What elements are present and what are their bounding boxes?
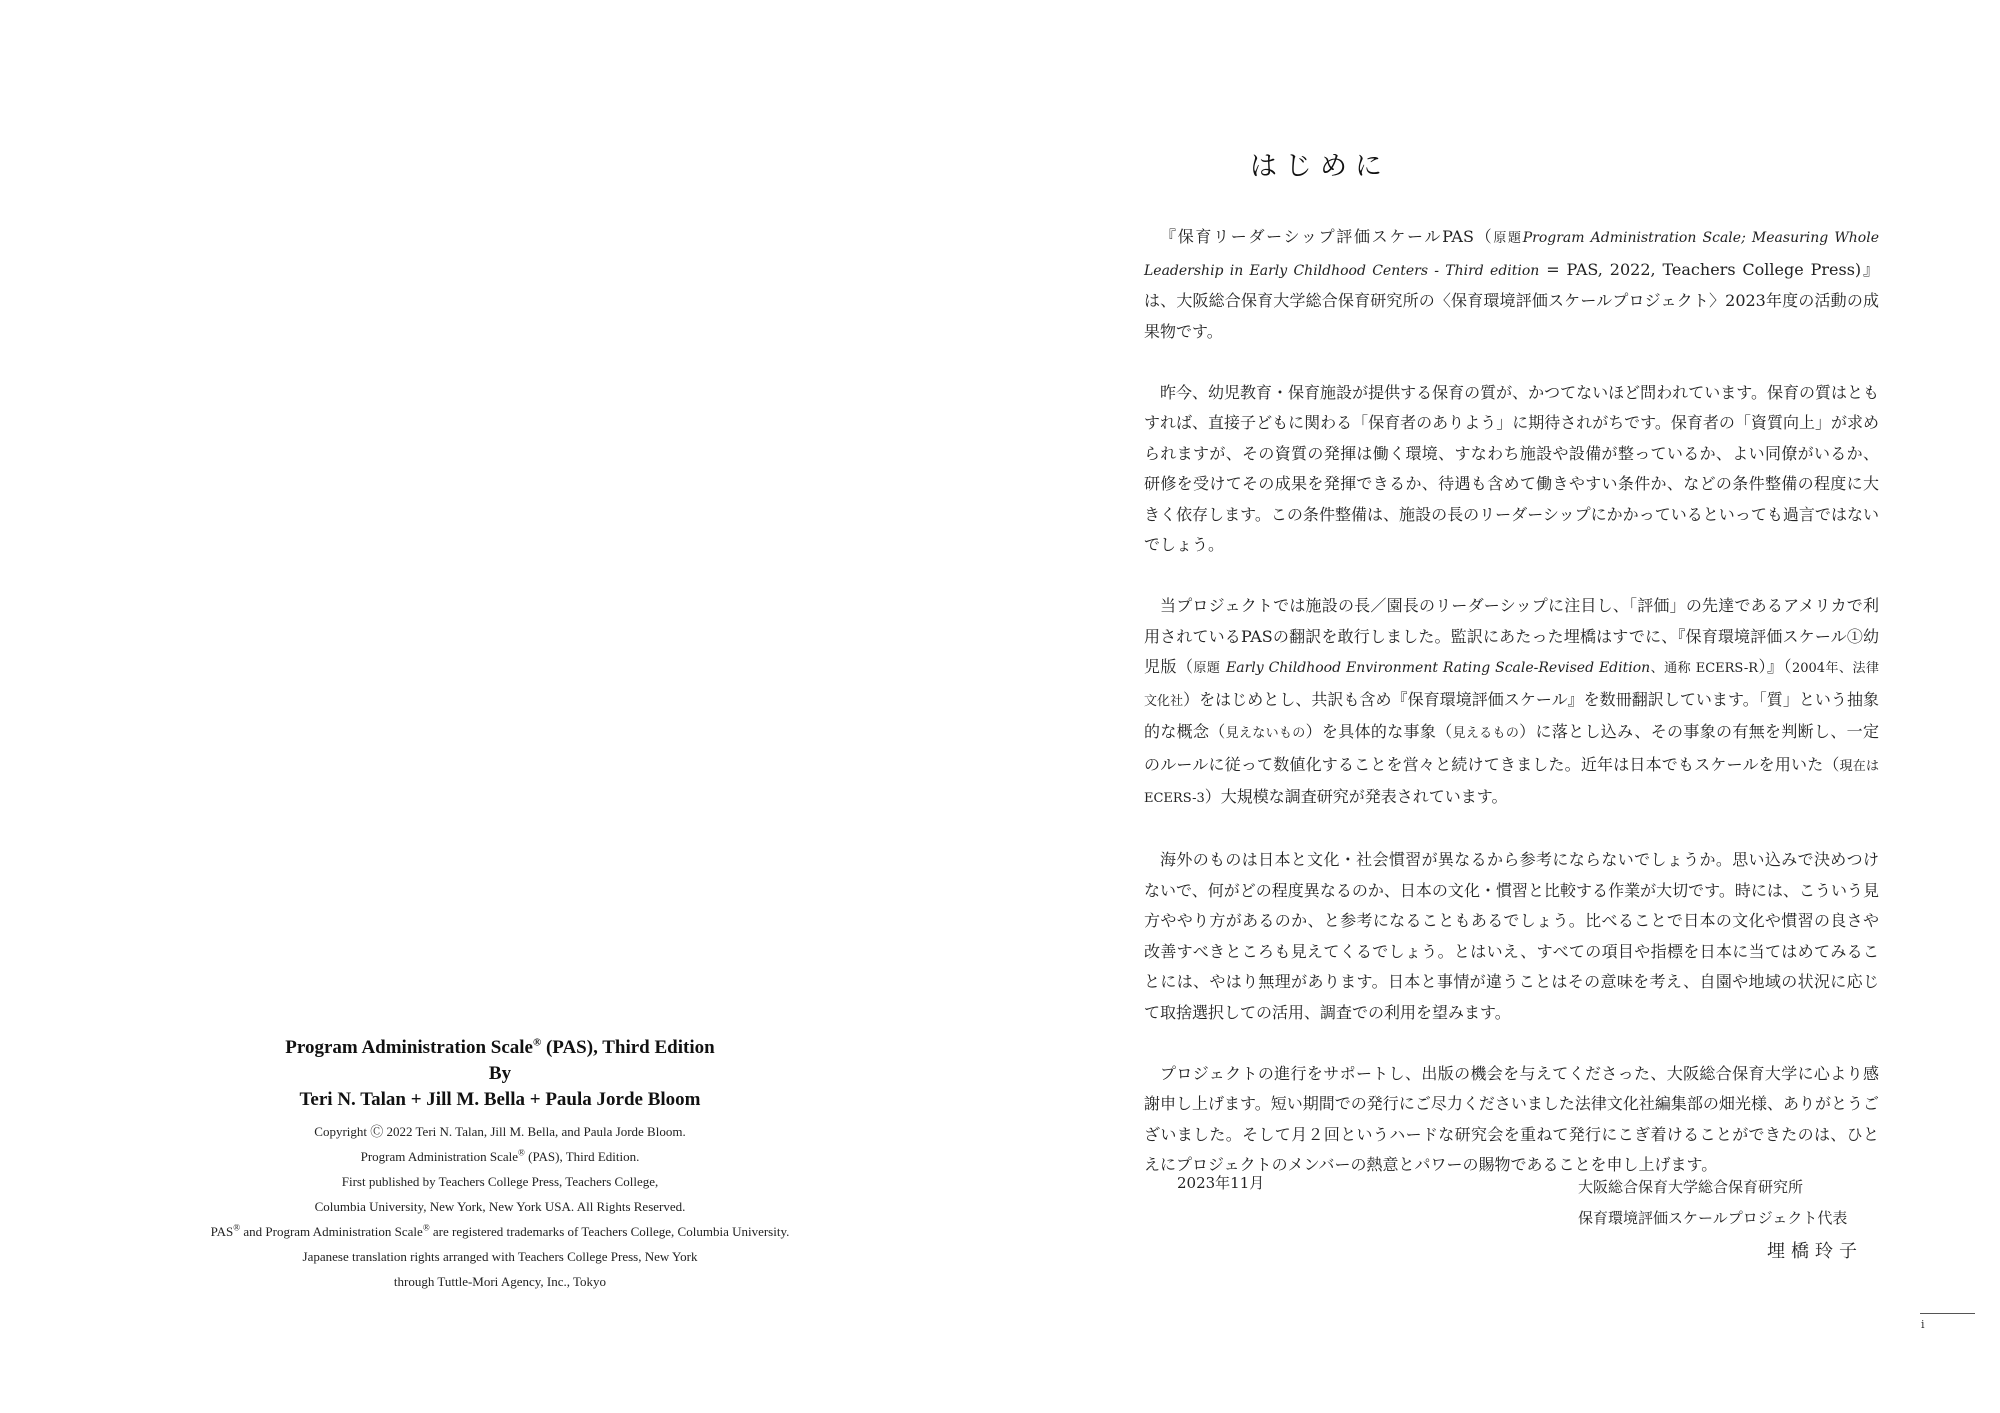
colophon-authors: Teri N. Talan + Jill M. Bella + Paula Jorde Bloom	[299, 1089, 701, 1110]
registered-mark: ®	[518, 1147, 525, 1158]
signature-institute: 大阪総合保育大学総合保育研究所	[1578, 1178, 1804, 1196]
edition-line	[150, 1144, 850, 1169]
page-title: はじめに	[1250, 151, 1390, 183]
colophon-title-tail: (PAS), Third Edition	[541, 1037, 715, 1058]
trademark-text-a: PAS	[210, 1224, 234, 1239]
signature-project: 保育環境評価スケールプロジェクト代表	[1578, 1209, 1848, 1227]
page-number-rule	[1920, 1313, 1975, 1314]
colophon-title	[150, 1035, 850, 1061]
registered-mark: ®	[422, 1222, 430, 1233]
paragraph-4: 海外のものは日本と文化・社会慣習が異なるから参考にならないでしょうか。思い込みで決めつけないで、何がどの程度異なるのか、日本の文化・慣習と比較する作業が大切です。時には、こういう見方ややり方があるのか、と参考になることもあるでしょう。比べることで日本の文化や慣習の良さや改善すべきところも見えてくるでしょう。とはいえ、すべての項目や指標を日本に当てはめてみることには、やはり無理があります。日本と事情が違うことはその意味を考え、自園や地域の状況に応じて取捨選択しての活用、調査での利用を望みます。	[1144, 850, 1879, 1022]
trademark-text-c: are registered trademarks of Teachers College, Columbia University.	[429, 1224, 790, 1239]
page-number: i	[1921, 1318, 1925, 1331]
trademark-line	[150, 1219, 850, 1244]
paragraph-5: プロジェクトの進行をサポートし、出版の機会を与えてくださった、大阪総合保育大学に心より感謝申し上げます。短い期間での発行にご尽力くださいました法律文化社編集部の畑光様、ありがとうございました。そして月２回というハードな研究会を重ねて発行にこぎ着けることができたのは、ひとえにプロジェクトのメンバーの熱意とパワーの賜物であることを申し上げます。	[1144, 1063, 1879, 1174]
colophon-title-text: Program Administration Scale	[285, 1037, 533, 1058]
registered-mark: ®	[233, 1222, 241, 1233]
signature-date: 2023年11月	[1177, 1174, 1265, 1192]
colophon-by: By	[488, 1063, 512, 1084]
trademark-text-b: and Program Administration Scale	[240, 1224, 423, 1239]
published-line: First published by Teachers College Press, Teachers College,	[341, 1174, 659, 1189]
paragraph-1: 『保育リーダーシップ評価スケールPAS（原題Program Administration Scale; Measuring Whole Leadership in Early Childhood Centers - Third edition = PAS, 2022, Teachers College Press)』は、大阪総合保育大学総合保育研究所の〈保育環境評価スケールプロジェクト〉2023年度の活動の成果物です。	[1144, 227, 1879, 341]
paragraph-2: 昨今、幼児教育・保育施設が提供する保育の質が、かつてないほど問われています。保育の質はともすれば、直接子どもに関わる「保育者のありよう」に期待されがちです。保育者の「資質向上」が求められますが、その資質の発揮は働く環境、すなわち施設や設備が整っているか、よい同僚がいるか、研修を受けてその成果を発揮できるか、待遇も含めて働きやすい条件か、などの条件整備の程度に大きく依存します。この条件整備は、施設の長のリーダーシップにかかっているといっても過言ではないでしょう。	[1144, 382, 1879, 554]
signature-block	[1578, 1172, 1863, 1267]
translation-line: Japanese translation rights arranged with Teachers College Press, New York	[302, 1249, 698, 1264]
paragraph-3: 当プロジェクトでは施設の長／園長のリーダーシップに注目し、「評価」の先達であるアメリカで利用されているPASの翻訳を敢行しました。監訳にあたった埋橋はすでに、『保育環境評価スケール①幼児版（原題 Early Childhood Environment Rating Scale-Revised Edition、通称 ECERS-R）』（2004年、法律文化社）をはじめとし、共訳も含め『保育環境評価スケール』を数冊翻訳しています。「質」という抽象的な概念（見えないもの）を具体的な事象（見えるもの）に落とし込み、その事象の有無を判断し、一定のルールに従って数値化することを営々と続けてきました。近年は日本でもスケールを用いた（現在は ECERS-3）大規模な調査研究が発表されています。	[1144, 596, 1879, 806]
edition-text: Program Administration Scale	[360, 1149, 519, 1164]
copyright-colophon	[150, 1035, 850, 1294]
signature-author: 埋橋玲子	[1767, 1241, 1863, 1262]
copyright-line: Copyright Ⓒ 2022 Teri N. Talan, Jill M. Bella, and Paula Jorde Bloom.	[314, 1124, 686, 1139]
preface-body	[1144, 222, 1879, 1211]
edition-tail: (PAS), Third Edition.	[524, 1149, 640, 1164]
rights-line: Columbia University, New York, New York USA. All Rights Reserved.	[314, 1199, 686, 1214]
agency-line: through Tuttle-Mori Agency, Inc., Tokyo	[393, 1274, 607, 1289]
registered-mark: ®	[532, 1036, 542, 1049]
